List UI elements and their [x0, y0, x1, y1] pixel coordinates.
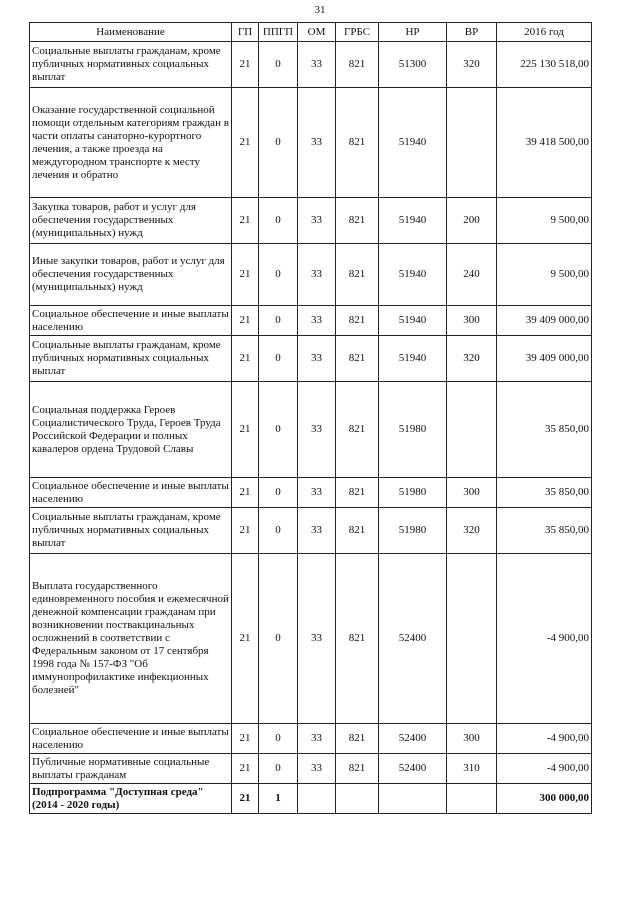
- cell-gp: 21: [232, 42, 259, 88]
- cell-om: 33: [298, 382, 336, 478]
- cell-om: 33: [298, 42, 336, 88]
- cell-vr: 240: [447, 244, 497, 306]
- cell-name: Выплата государственного единовременного пособия и ежемесячной денежной компенсации гражданам при возникновении поствакцинальных осложнений в соответствии с Федеральным законом от 17 сентября 1998 года № 157-ФЗ "Об иммунопрофилактике инфекционных болезней": [30, 554, 232, 724]
- cell-amount: 300 000,00: [497, 784, 592, 814]
- cell-gp: 21: [232, 724, 259, 754]
- cell-grbs: 821: [336, 244, 379, 306]
- cell-om: [298, 784, 336, 814]
- col-header-nr: НР: [379, 23, 447, 42]
- cell-gp: 21: [232, 784, 259, 814]
- cell-om: 33: [298, 508, 336, 554]
- cell-name: Социальные выплаты гражданам, кроме публичных нормативных социальных выплат: [30, 508, 232, 554]
- table-row: [30, 336, 592, 382]
- cell-amount: 225 130 518,00: [497, 42, 592, 88]
- cell-ppgp: 0: [259, 306, 298, 336]
- cell-amount: -4 900,00: [497, 724, 592, 754]
- cell-vr: [447, 784, 497, 814]
- table-row: [30, 198, 592, 244]
- cell-amount: 35 850,00: [497, 382, 592, 478]
- cell-name: Оказание государственной социальной помощи отдельным категориям граждан в части оплаты санаторно-курортного лечения, а также проезда на междугородном транспорте к месту лечения и обратно: [30, 88, 232, 198]
- cell-name: Публичные нормативные социальные выплаты гражданам: [30, 754, 232, 784]
- cell-name: Социальные выплаты гражданам, кроме публичных нормативных социальных выплат: [30, 42, 232, 88]
- cell-vr: [447, 554, 497, 724]
- cell-nr: [379, 784, 447, 814]
- cell-vr: 320: [447, 508, 497, 554]
- cell-vr: [447, 382, 497, 478]
- cell-grbs: 821: [336, 88, 379, 198]
- cell-ppgp: 0: [259, 382, 298, 478]
- col-header-om: ОМ: [298, 23, 336, 42]
- cell-vr: 300: [447, 724, 497, 754]
- cell-amount: -4 900,00: [497, 754, 592, 784]
- cell-vr: 300: [447, 478, 497, 508]
- cell-vr: 310: [447, 754, 497, 784]
- header-row: [30, 23, 592, 42]
- cell-grbs: 821: [336, 306, 379, 336]
- cell-ppgp: 0: [259, 198, 298, 244]
- cell-ppgp: 0: [259, 724, 298, 754]
- cell-vr: 320: [447, 42, 497, 88]
- cell-gp: 21: [232, 754, 259, 784]
- col-header-grbs: ГРБС: [336, 23, 379, 42]
- cell-gp: 21: [232, 508, 259, 554]
- col-header-2016: 2016 год: [497, 23, 592, 42]
- cell-vr: [447, 88, 497, 198]
- col-header-ppgp: ППГП: [259, 23, 298, 42]
- cell-grbs: [336, 784, 379, 814]
- cell-grbs: 821: [336, 724, 379, 754]
- cell-om: 33: [298, 478, 336, 508]
- cell-om: 33: [298, 724, 336, 754]
- cell-nr: 51940: [379, 198, 447, 244]
- table-row: [30, 754, 592, 784]
- cell-grbs: 821: [336, 508, 379, 554]
- cell-grbs: 821: [336, 198, 379, 244]
- cell-vr: 300: [447, 306, 497, 336]
- cell-gp: 21: [232, 306, 259, 336]
- col-header-gp: ГП: [232, 23, 259, 42]
- cell-vr: 320: [447, 336, 497, 382]
- cell-name: Социальное обеспечение и иные выплаты населению: [30, 306, 232, 336]
- cell-amount: 9 500,00: [497, 198, 592, 244]
- cell-name: Социальное обеспечение и иные выплаты населению: [30, 724, 232, 754]
- cell-grbs: 821: [336, 42, 379, 88]
- cell-name: Социальная поддержка Героев Социалистического Труда, Героев Труда Российской Федерации и полных кавалеров ордена Трудовой Славы: [30, 382, 232, 478]
- cell-ppgp: 0: [259, 42, 298, 88]
- cell-nr: 51980: [379, 508, 447, 554]
- table-row: [30, 784, 592, 814]
- table-row: [30, 554, 592, 724]
- cell-gp: 21: [232, 336, 259, 382]
- cell-gp: 21: [232, 382, 259, 478]
- cell-om: 33: [298, 244, 336, 306]
- cell-name: Социальные выплаты гражданам, кроме публичных нормативных социальных выплат: [30, 336, 232, 382]
- cell-om: 33: [298, 336, 336, 382]
- cell-nr: 51940: [379, 306, 447, 336]
- cell-nr: 51300: [379, 42, 447, 88]
- cell-gp: 21: [232, 198, 259, 244]
- cell-nr: 51980: [379, 382, 447, 478]
- col-header-vr: ВР: [447, 23, 497, 42]
- cell-nr: 52400: [379, 754, 447, 784]
- cell-gp: 21: [232, 244, 259, 306]
- cell-amount: 35 850,00: [497, 478, 592, 508]
- cell-om: 33: [298, 198, 336, 244]
- col-header-name: Наименование: [30, 23, 232, 42]
- budget-table: [29, 22, 592, 814]
- page-number: 31: [314, 4, 326, 16]
- cell-nr: 51940: [379, 336, 447, 382]
- cell-amount: 9 500,00: [497, 244, 592, 306]
- cell-ppgp: 0: [259, 508, 298, 554]
- table-row: [30, 244, 592, 306]
- cell-grbs: 821: [336, 754, 379, 784]
- cell-ppgp: 0: [259, 336, 298, 382]
- cell-om: 33: [298, 306, 336, 336]
- cell-amount: 39 418 500,00: [497, 88, 592, 198]
- cell-nr: 52400: [379, 554, 447, 724]
- cell-om: 33: [298, 754, 336, 784]
- cell-grbs: 821: [336, 382, 379, 478]
- cell-nr: 52400: [379, 724, 447, 754]
- cell-name: Социальное обеспечение и иные выплаты населению: [30, 478, 232, 508]
- cell-om: 33: [298, 88, 336, 198]
- cell-amount: 39 409 000,00: [497, 336, 592, 382]
- cell-amount: 35 850,00: [497, 508, 592, 554]
- cell-om: 33: [298, 554, 336, 724]
- cell-nr: 51940: [379, 244, 447, 306]
- table-row: [30, 508, 592, 554]
- table-row: [30, 88, 592, 198]
- cell-ppgp: 0: [259, 88, 298, 198]
- cell-gp: 21: [232, 478, 259, 508]
- cell-name: Закупка товаров, работ и услуг для обеспечения государственных (муниципальных) нужд: [30, 198, 232, 244]
- table-row: [30, 42, 592, 88]
- cell-ppgp: 0: [259, 554, 298, 724]
- cell-amount: 39 409 000,00: [497, 306, 592, 336]
- cell-grbs: 821: [336, 336, 379, 382]
- cell-ppgp: 0: [259, 754, 298, 784]
- cell-ppgp: 1: [259, 784, 298, 814]
- cell-vr: 200: [447, 198, 497, 244]
- cell-amount: -4 900,00: [497, 554, 592, 724]
- cell-nr: 51980: [379, 478, 447, 508]
- cell-nr: 51940: [379, 88, 447, 198]
- cell-grbs: 821: [336, 554, 379, 724]
- cell-name: Подпрограмма "Доступная среда" (2014 - 2020 годы): [30, 784, 232, 814]
- table-row: [30, 306, 592, 336]
- table-row: [30, 478, 592, 508]
- cell-name: Иные закупки товаров, работ и услуг для обеспечения государственных (муниципальных) нужд: [30, 244, 232, 306]
- cell-ppgp: 0: [259, 244, 298, 306]
- table-body: [30, 42, 592, 814]
- cell-grbs: 821: [336, 478, 379, 508]
- table-row: [30, 724, 592, 754]
- cell-gp: 21: [232, 88, 259, 198]
- cell-gp: 21: [232, 554, 259, 724]
- table-row: [30, 382, 592, 478]
- cell-ppgp: 0: [259, 478, 298, 508]
